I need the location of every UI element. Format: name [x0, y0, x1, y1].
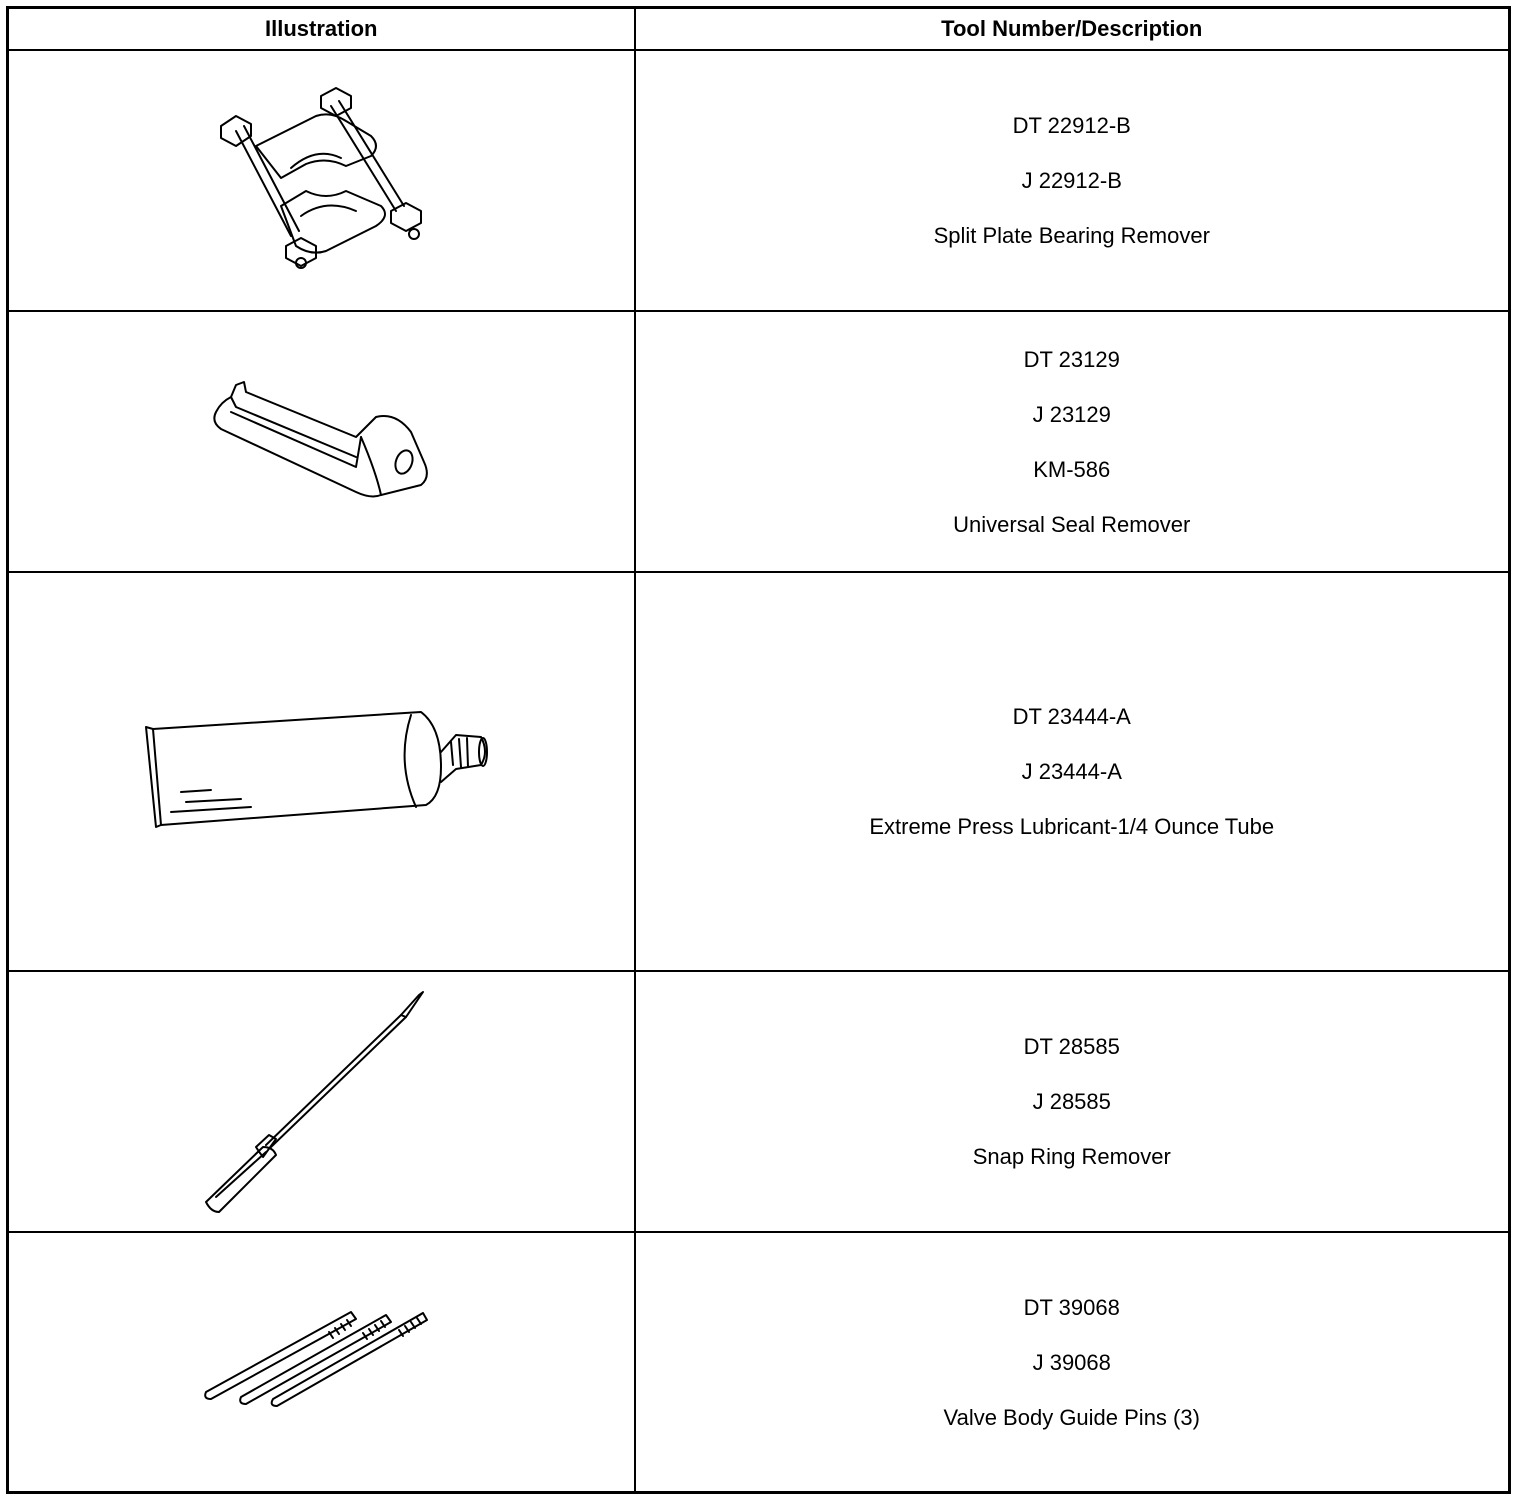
tool-number-dt: DT 28585: [1023, 1034, 1120, 1059]
illustration-cell: [8, 50, 635, 311]
description-cell: [635, 311, 1510, 572]
table-row: [8, 572, 1510, 971]
header-tool-description: Tool Number/Description: [635, 8, 1510, 51]
tool-number-dt: DT 22912-B: [1012, 113, 1131, 138]
header-illustration: Illustration: [8, 8, 635, 51]
description-cell: [635, 971, 1510, 1232]
tool-number-dt: DT 23129: [1023, 346, 1120, 372]
lubricant-tube-icon: [141, 707, 501, 837]
split-plate-bearing-remover-icon: [196, 86, 446, 276]
tool-number-dt: DT 23444-A: [1012, 704, 1131, 729]
tool-number-j: J 23444-A: [1021, 759, 1122, 784]
illustration-cell: [8, 971, 635, 1232]
header-row: [8, 8, 1510, 51]
table-row: [8, 1232, 1510, 1493]
tool-number-j: J 22912-B: [1021, 168, 1122, 193]
snap-ring-remover-icon: [201, 987, 441, 1217]
tool-description: Snap Ring Remover: [972, 1144, 1171, 1169]
table-row: [8, 50, 1510, 311]
illustration-cell: [8, 572, 635, 971]
description-cell: [635, 572, 1510, 971]
illustration-cell: [8, 1232, 635, 1493]
tool-number-dt: DT 39068: [1023, 1294, 1120, 1320]
table-row: [8, 971, 1510, 1232]
tool-number-j: J 28585: [1032, 1089, 1111, 1114]
tool-description: Extreme Press Lubricant-1/4 Ounce Tube: [869, 814, 1275, 839]
tool-description: Valve Body Guide Pins (3): [943, 1404, 1200, 1430]
description-cell: [635, 1232, 1510, 1493]
tool-number-j: J 23129: [1032, 401, 1111, 427]
special-tools-table: [6, 6, 1511, 1494]
tool-number-km: KM-586: [1033, 456, 1111, 482]
illustration-cell: [8, 311, 635, 572]
universal-seal-remover-icon: [206, 377, 436, 507]
table-row: [8, 311, 1510, 572]
tool-description: Split Plate Bearing Remover: [933, 223, 1210, 248]
valve-body-guide-pins-icon: [201, 1307, 441, 1417]
tool-description: Universal Seal Remover: [953, 511, 1191, 537]
tool-number-j: J 39068: [1032, 1349, 1111, 1375]
description-cell: [635, 50, 1510, 311]
